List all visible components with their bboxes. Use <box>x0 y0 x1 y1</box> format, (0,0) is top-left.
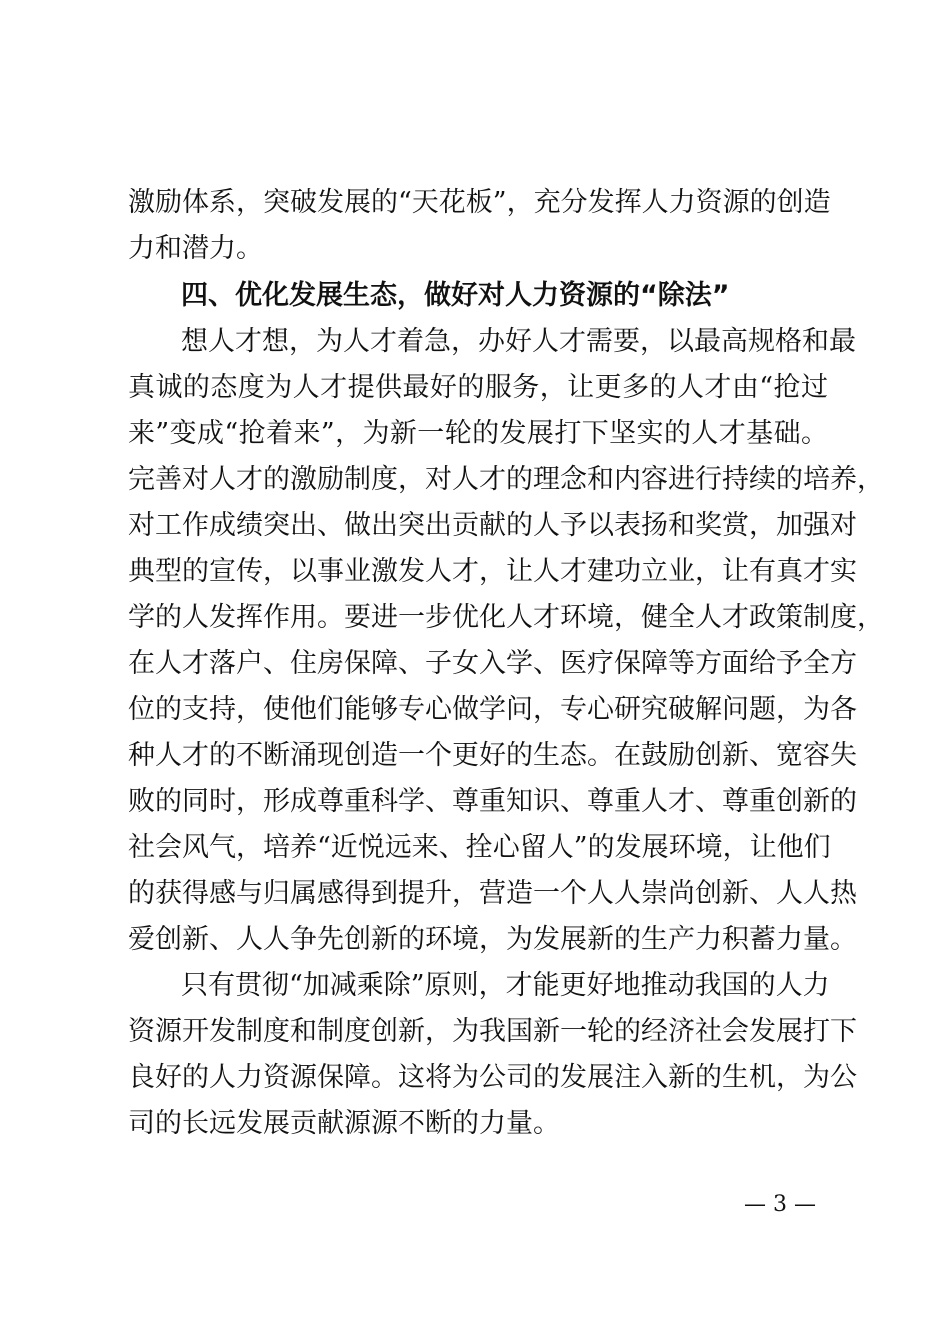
section-heading: 四、优化发展生态，做好对人力资源的“除法” <box>181 280 730 311</box>
paragraph-1-line-11: 败的同时，形成尊重科学、尊重知识、尊重人才、尊重创新的 <box>128 786 857 817</box>
paragraph-2-line-1: 只有贯彻“加减乘除”原则，才能更好地推动我国的人力 <box>181 970 830 1001</box>
paragraph-1-line-13: 的获得感与归属感得到提升，营造一个人人崇尚创新、人人热 <box>128 878 857 909</box>
paragraph-1-line-14: 爱创新、人人争先创新的环境，为发展新的生产力积蓄力量。 <box>128 924 857 955</box>
paragraph-1-line-5: 对工作成绩突出、做出突出贡献的人予以表扬和奖赏，加强对 <box>128 510 857 541</box>
paragraph-1-line-6: 典型的宣传，以事业激发人才，让人才建功立业，让有真才实 <box>128 556 857 587</box>
paragraph-1-line-4: 完善对人才的激励制度，对人才的理念和内容进行持续的培养， <box>128 464 884 495</box>
paragraph-1-line-2: 真诚的态度为人才提供最好的服务，让更多的人才由“抢过 <box>128 372 828 403</box>
paragraph-1-line-1: 想人才想，为人才着急，办好人才需要，以最高规格和最 <box>181 326 856 357</box>
paragraph-1-line-10: 种人才的不断涌现创造一个更好的生态。在鼓励创新、宽容失 <box>128 740 857 771</box>
paragraph-1-line-7: 学的人发挥作用。要进一步优化人才环境，健全人才政策制度， <box>128 602 884 633</box>
paragraph-1-line-12: 社会风气，培养“近悦远来、拴心留人”的发展环境，让他们 <box>128 832 831 863</box>
paragraph-1-line-9: 位的支持，使他们能够专心做学问，专心研究破解问题，为各 <box>128 694 857 725</box>
paragraph-1-line-3: 来”变成“抢着来”，为新一轮的发展打下坚实的人才基础。 <box>128 418 828 449</box>
paragraph-2-line-4: 司的长远发展贡献源源不断的力量。 <box>128 1108 560 1139</box>
continuation-line-1: 激励体系，突破发展的“天花板”，充分发挥人力资源的创造 <box>128 187 831 218</box>
paragraph-2-line-2: 资源开发制度和制度创新，为我国新一轮的经济社会发展打下 <box>128 1016 857 1047</box>
paragraph-2-line-3: 良好的人力资源保障。这将为公司的发展注入新的生机，为公 <box>128 1062 857 1093</box>
page-number: — 3 — <box>744 1192 816 1217</box>
continuation-line-2: 力和潜力。 <box>128 233 263 264</box>
paragraph-1-line-8: 在人才落户、住房保障、子女入学、医疗保障等方面给予全方 <box>128 648 857 679</box>
